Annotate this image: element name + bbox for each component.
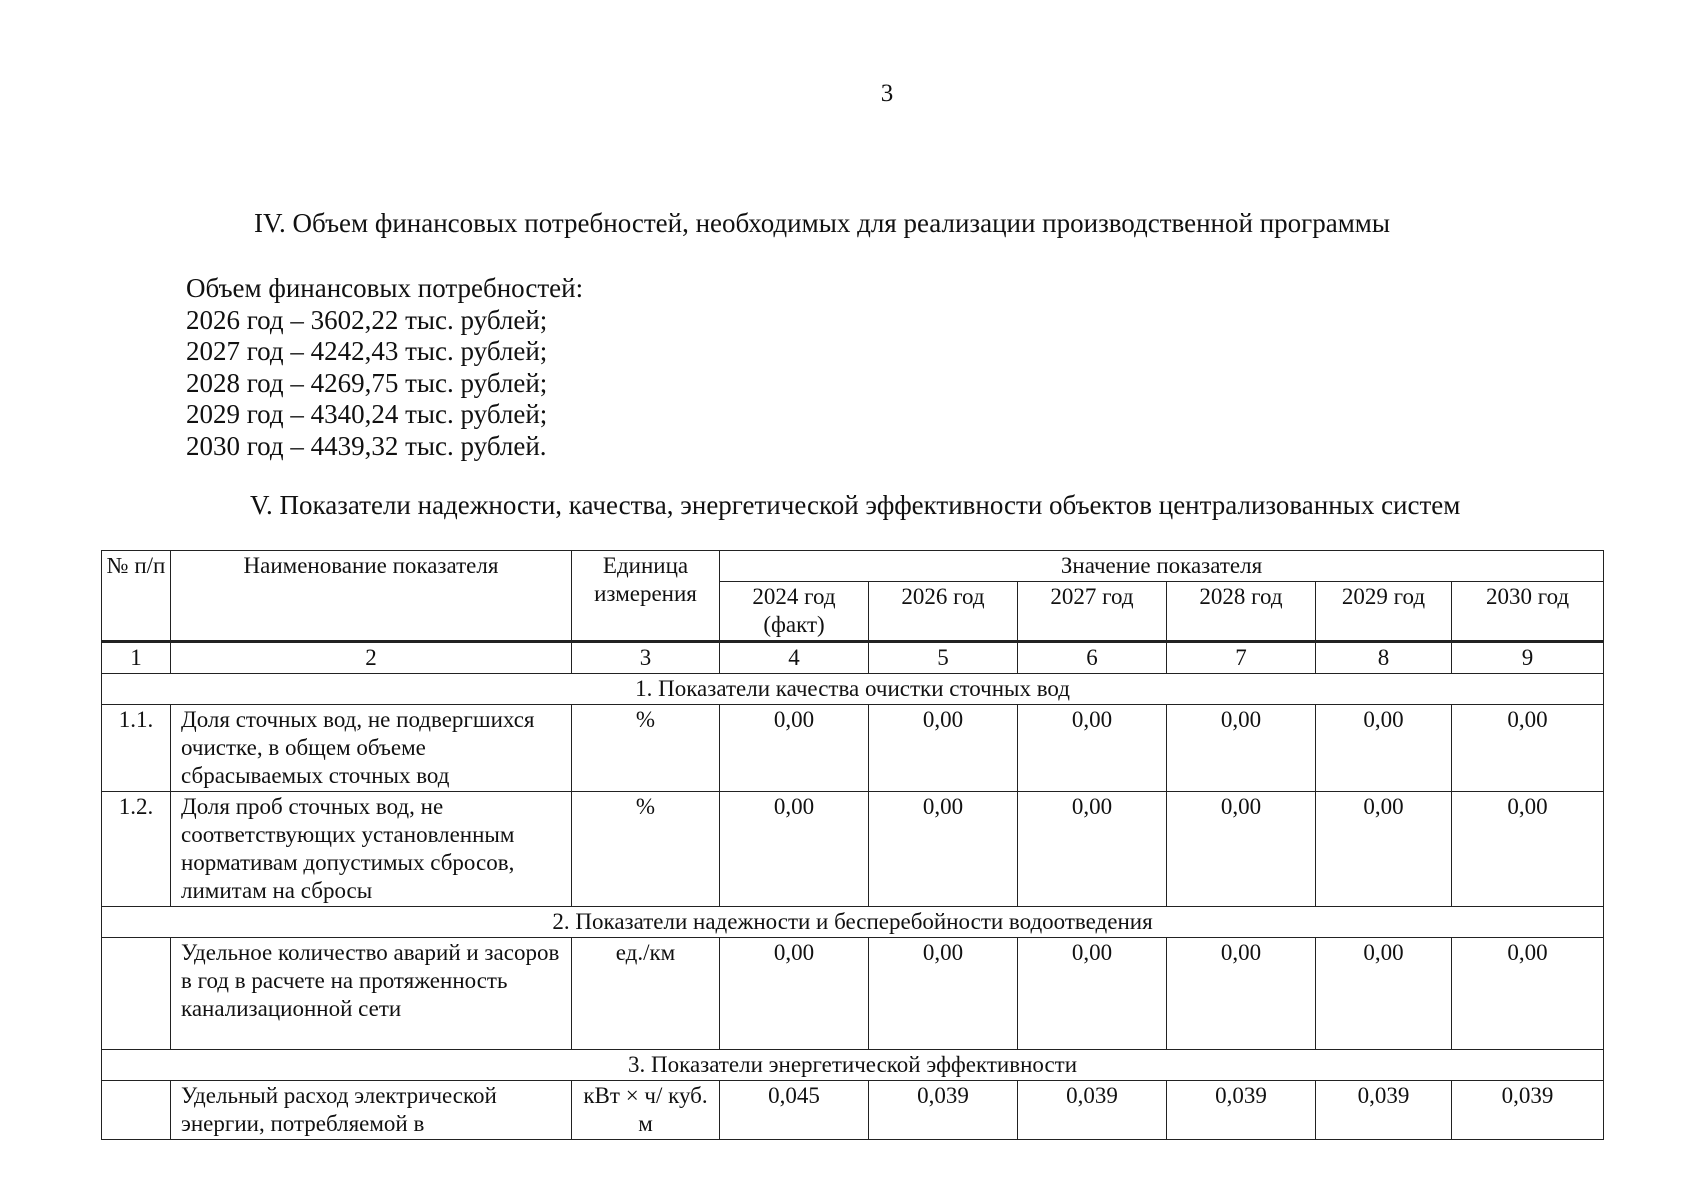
financial-needs-line: 2029 год – 4340,24 тыс. рублей;: [186, 399, 548, 429]
header-num: № п/п: [102, 551, 171, 642]
row-value: 0,039: [1452, 1081, 1604, 1140]
row-value: 0,039: [1167, 1081, 1316, 1140]
column-number: 2: [171, 642, 572, 674]
row-value: 0,00: [869, 792, 1018, 907]
row-value: 0,00: [1452, 792, 1604, 907]
section-5-title: V. Показатели надежности, качества, энергетической эффективности объектов централизованных систем: [250, 490, 1461, 520]
row-num: [102, 1081, 171, 1140]
row-num: [102, 938, 171, 1050]
header-row: [102, 551, 1604, 582]
financial-needs-line: 2030 год – 4439,32 тыс. рублей.: [186, 430, 547, 461]
row-value: 0,00: [869, 938, 1018, 1050]
header-unit: Единица измерения: [572, 551, 720, 642]
row-name: Доля сточных вод, не подвергшихся очистке, в общем объеме сбрасываемых сточных вод: [171, 705, 572, 792]
column-number: 6: [1018, 642, 1167, 674]
header-year: 2030 год: [1452, 582, 1604, 642]
indicators-table: [101, 550, 1604, 1140]
row-value: 0,00: [720, 938, 869, 1050]
row-value: 0,00: [1316, 792, 1452, 907]
row-value: 0,00: [1018, 792, 1167, 907]
row-name: Доля проб сточных вод, не соответствующих установленным нормативам допустимых сбросов, лимитам на сбросы: [171, 792, 572, 907]
column-number: 8: [1316, 642, 1452, 674]
row-value: 0,00: [1167, 938, 1316, 1050]
row-value: 0,00: [1316, 938, 1452, 1050]
row-value: 0,00: [1167, 792, 1316, 907]
column-number: 1: [102, 642, 171, 674]
column-number: 7: [1167, 642, 1316, 674]
group-header-row: [102, 907, 1604, 938]
row-value: 0,00: [1452, 705, 1604, 792]
financial-needs-line: 2027 год – 4242,43 тыс. рублей;: [186, 336, 548, 366]
row-name: Удельный расход электрической энергии, потребляемой в: [171, 1081, 572, 1140]
table-row: [102, 938, 1604, 1050]
column-number: 4: [720, 642, 869, 674]
table-row: [102, 792, 1604, 907]
row-value: 0,00: [720, 792, 869, 907]
header-year: 2029 год: [1316, 582, 1452, 642]
group-title: 2. Показатели надежности и бесперебойности водоотведения: [102, 907, 1604, 938]
row-value: 0,039: [869, 1081, 1018, 1140]
table-row: [102, 1081, 1604, 1140]
column-number: 3: [572, 642, 720, 674]
row-num: 1.1.: [102, 705, 171, 792]
group-title: 3. Показатели энергетической эффективности: [102, 1050, 1604, 1081]
row-value: 0,039: [1316, 1081, 1452, 1140]
section-4-title: IV. Объем финансовых потребностей, необходимых для реализации производственной программы: [254, 208, 1391, 238]
row-value: 0,039: [1018, 1081, 1167, 1140]
financial-needs-block: [186, 273, 583, 462]
financial-needs-line: 2026 год – 3602,22 тыс. рублей;: [186, 304, 548, 335]
header-year: 2024 год (факт): [720, 582, 869, 642]
header-value: Значение показателя: [720, 551, 1604, 582]
column-number: 9: [1452, 642, 1604, 674]
row-unit: кВт × ч/ куб. м: [572, 1081, 720, 1140]
row-unit: ед./км: [572, 938, 720, 1050]
row-value: 0,00: [720, 705, 869, 792]
group-header-row: [102, 1050, 1604, 1081]
row-value: 0,00: [1018, 705, 1167, 792]
column-number: 5: [869, 642, 1018, 674]
table-row: [102, 705, 1604, 792]
row-num: 1.2.: [102, 792, 171, 907]
row-unit: %: [572, 792, 720, 907]
row-value: 0,00: [1167, 705, 1316, 792]
group-header-row: [102, 674, 1604, 705]
header-year: 2028 год: [1167, 582, 1316, 642]
page-number: 3: [880, 80, 894, 107]
column-numbers-row: [102, 642, 1604, 674]
row-value: 0,00: [869, 705, 1018, 792]
row-value: 0,00: [1018, 938, 1167, 1050]
row-name: Удельное количество аварий и засоров в год в расчете на протяженность канализационной сети: [171, 938, 572, 1050]
row-value: 0,00: [1452, 938, 1604, 1050]
header-year: 2026 год: [869, 582, 1018, 642]
group-title: 1. Показатели качества очистки сточных вод: [102, 674, 1604, 705]
header-year: 2027 год: [1018, 582, 1167, 642]
row-value: 0,045: [720, 1081, 869, 1140]
row-unit: %: [572, 705, 720, 792]
financial-needs-line: 2028 год – 4269,75 тыс. рублей;: [186, 367, 548, 398]
header-name: Наименование показателя: [171, 551, 572, 642]
financial-needs-intro: Объем финансовых потребностей:: [186, 273, 584, 303]
row-value: 0,00: [1316, 705, 1452, 792]
